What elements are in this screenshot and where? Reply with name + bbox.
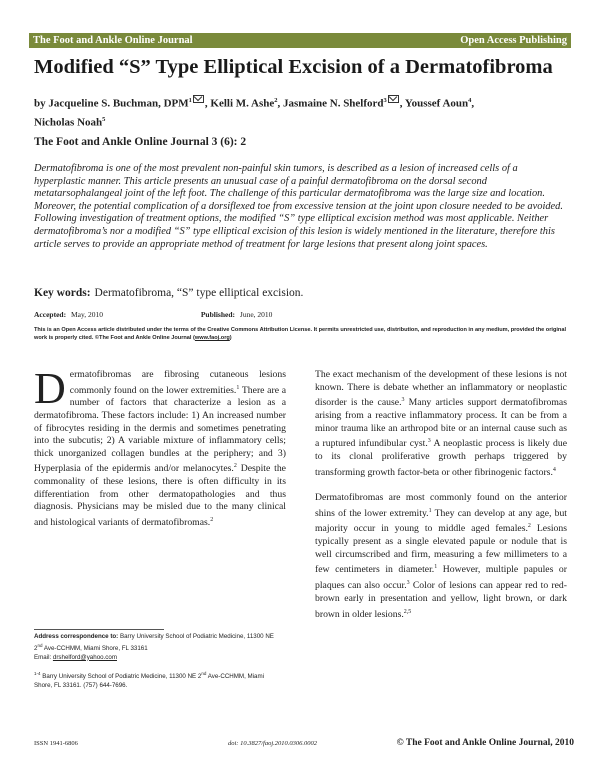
affiliation-note bbox=[34, 670, 279, 691]
email-link[interactable]: drshelford@yahoo.com bbox=[52, 653, 117, 661]
published-date: June, 2010 bbox=[239, 310, 273, 319]
reference-marker[interactable]: 2 bbox=[527, 523, 531, 530]
reference-marker[interactable]: 4 bbox=[552, 466, 556, 473]
paragraph-text: However, multiple papules or plaques can also occur. bbox=[315, 564, 567, 592]
paragraph-text: There are a number of factors that characterize a lesion as a dermatofibroma. These factors include: 1) An increased number of fibrocytes residing in the dermis and sometimes penetrating into the subcutis; 2) A variable mixture of inflammatory cells; thick unorganized collagen bundles at the periphery; and 3) Hyperplasia of the epidermis and/or melanocytes. bbox=[34, 384, 286, 475]
address-text: Ave-CCHMM, Miami Shore, FL 33161 bbox=[42, 644, 148, 652]
accepted-date: May, 2010 bbox=[70, 310, 103, 319]
author-text: , Jasmaine N. Shelford bbox=[277, 97, 384, 110]
address-text: Barry University School of Podiatric Medicine, 11300 NE 2 bbox=[34, 633, 274, 652]
reference-marker[interactable]: 3 bbox=[427, 438, 431, 445]
email-label: Email: bbox=[34, 653, 53, 661]
reference-marker[interactable]: 3 bbox=[401, 397, 405, 404]
reference-marker[interactable]: 1 bbox=[236, 384, 240, 391]
author-text: Nicholas Noah bbox=[34, 116, 103, 129]
paragraph-text: A neoplastic process is likely due to its clonal proliferative growth perhaps triggered by transforming growth factor-beta or other fibrinogenic factors. bbox=[315, 438, 567, 478]
affiliation-marker: 1-4 bbox=[34, 671, 41, 677]
email-icon[interactable] bbox=[388, 95, 399, 103]
author-text: , bbox=[471, 97, 475, 110]
journal-header-bar bbox=[29, 33, 571, 48]
affiliation-marker: 1 bbox=[188, 97, 192, 104]
reference-marker[interactable]: 2,5 bbox=[403, 608, 412, 615]
keywords-label: Key words: bbox=[34, 287, 91, 299]
drop-cap: D bbox=[34, 364, 66, 413]
affiliation-marker: 3 bbox=[383, 97, 387, 104]
paragraph bbox=[315, 369, 567, 479]
author-text: by Jacqueline S. Buchman, DPM bbox=[34, 97, 189, 110]
keywords-text: Dermatofibroma, “S” type elliptical excision. bbox=[94, 287, 304, 299]
license-text: ) bbox=[229, 335, 232, 341]
license-text: This is an Open Access article distributed under the terms of the Creative Commons Attribution License. It permits unrestricted use, distribution, and reproduction in any medium, provided the original work is properly cited. ©The Foot and Ankle Online Journal ( bbox=[34, 327, 567, 341]
correspondence-label: Address correspondence to: bbox=[34, 633, 119, 640]
correspondence-address bbox=[34, 633, 279, 654]
accepted-label: Accepted: bbox=[34, 310, 67, 319]
doi[interactable]: doi: 10.3827/faoj.2010.0306.0002 bbox=[228, 740, 318, 747]
affiliation-marker: 4 bbox=[468, 97, 472, 104]
license-notice bbox=[34, 326, 570, 342]
paragraph-text: Lesions typically present as a single elevated papule or nodule that is well circumscribed and firm, measuring a few millimeters to a few centimeters in diameter. bbox=[315, 523, 567, 576]
footnote-divider bbox=[34, 629, 164, 630]
reference-marker[interactable]: 2 bbox=[233, 463, 237, 470]
affiliation-text: Ave-CCHMM, Miami Shore, FL 33161. (757) 644-7696. bbox=[34, 673, 265, 690]
paragraph-text: Color of lesions can appear red to red-brown early in presentation and yellow, light brown, or dark brown in older lesions. bbox=[315, 580, 567, 620]
body-column-left bbox=[34, 364, 286, 530]
page-footer bbox=[34, 738, 574, 750]
issn: ISSN 1941-6806 bbox=[34, 740, 78, 747]
reference-marker[interactable]: 1 bbox=[434, 564, 438, 571]
publisher-name: Open Access Publishing bbox=[460, 35, 567, 46]
citation: The Foot and Ankle Online Journal 3 (6): 2 bbox=[34, 136, 247, 148]
abstract-text: Dermatofibroma is one of the most prevalent non-painful skin tumors, is described as a lesion of increased cells of a hyperplastic manner. This article presents an unusual case of a painful dermatofibroma on the dorsal second metatarsophalangeal joint of the left foot. The challenge of this particular dermatofibroma was the large size and location. Moreover, the potential complication of a dorsiflexed toe from excessive tension at the joint upon closure needed to be avoided. Following investigation of treatment options, the modified “S” type elliptical excision method was most applicable. Neither dermatofibroma’s nor a modified “S” type elliptical excision of this lesion is widely mentioned in the literature, therefore this article serves to provide an appropriate method of treatment for large lesions that present along joint spaces. bbox=[34, 163, 563, 250]
correspondence-email bbox=[34, 654, 279, 663]
affiliation-marker: 2 bbox=[274, 97, 278, 104]
email-icon[interactable] bbox=[193, 95, 204, 103]
reference-marker[interactable]: 1 bbox=[428, 507, 432, 514]
article-title: Modified “S” Type Elliptical Excision of a Dermatofibroma bbox=[34, 56, 553, 78]
paragraph-text: Dermatofibromas are most commonly found on the anterior shins of the lower extremity. bbox=[315, 492, 567, 519]
abstract bbox=[34, 163, 567, 251]
affiliation-marker: 5 bbox=[102, 115, 106, 123]
paragraph-text: The exact mechanism of the development of these lesions is not known. There is debate whether an inflammatory or neoplastic disorder is the cause. bbox=[315, 369, 567, 409]
paragraph-text: ermatofibromas are fibrosing cutaneous lesions commonly found on the lower extremities. bbox=[69, 369, 286, 396]
paragraph-text: They can develop at any age, but majority occur in young to middle aged females. bbox=[315, 507, 568, 535]
author-list bbox=[34, 93, 564, 130]
reference-marker[interactable]: 2 bbox=[210, 517, 214, 523]
affiliation-text: Barry University School of Podiatric Medicine, 11300 NE 2 bbox=[40, 673, 202, 681]
copyright: © The Foot and Ankle Online Journal, 2010 bbox=[396, 738, 574, 748]
paragraph-text: Many articles support dermatofibromas arising from a reactive inflammatory process. It can be from a minor trauma like an arthropod bite or an internal cause such as a ruptured infundibular cyst. bbox=[315, 397, 567, 450]
paragraph-text: Despite the commonality of these lesions, there is often difficulty in its differentiation from other dermatopathologies and thus diagnosis. Physicians may be misled due to the many clinical and histological variants of dermatofibromas. bbox=[34, 463, 286, 529]
journal-link[interactable]: www.faoj.org bbox=[194, 335, 230, 341]
correspondence-note bbox=[34, 633, 279, 691]
published-label: Published: bbox=[200, 310, 236, 319]
author-text: , Youssef Aoun bbox=[399, 97, 469, 110]
keywords bbox=[34, 287, 303, 299]
reference-marker[interactable]: 3 bbox=[406, 580, 410, 587]
ordinal-suffix: nd bbox=[37, 642, 43, 648]
author-text: , Kelli M. Ashe bbox=[204, 97, 275, 110]
publication-dates bbox=[34, 310, 574, 319]
ordinal-suffix: nd bbox=[201, 671, 207, 677]
paragraph bbox=[315, 492, 567, 622]
paragraph bbox=[34, 364, 286, 530]
body-column-right bbox=[315, 369, 567, 622]
journal-name: The Foot and Ankle Online Journal bbox=[33, 35, 193, 46]
